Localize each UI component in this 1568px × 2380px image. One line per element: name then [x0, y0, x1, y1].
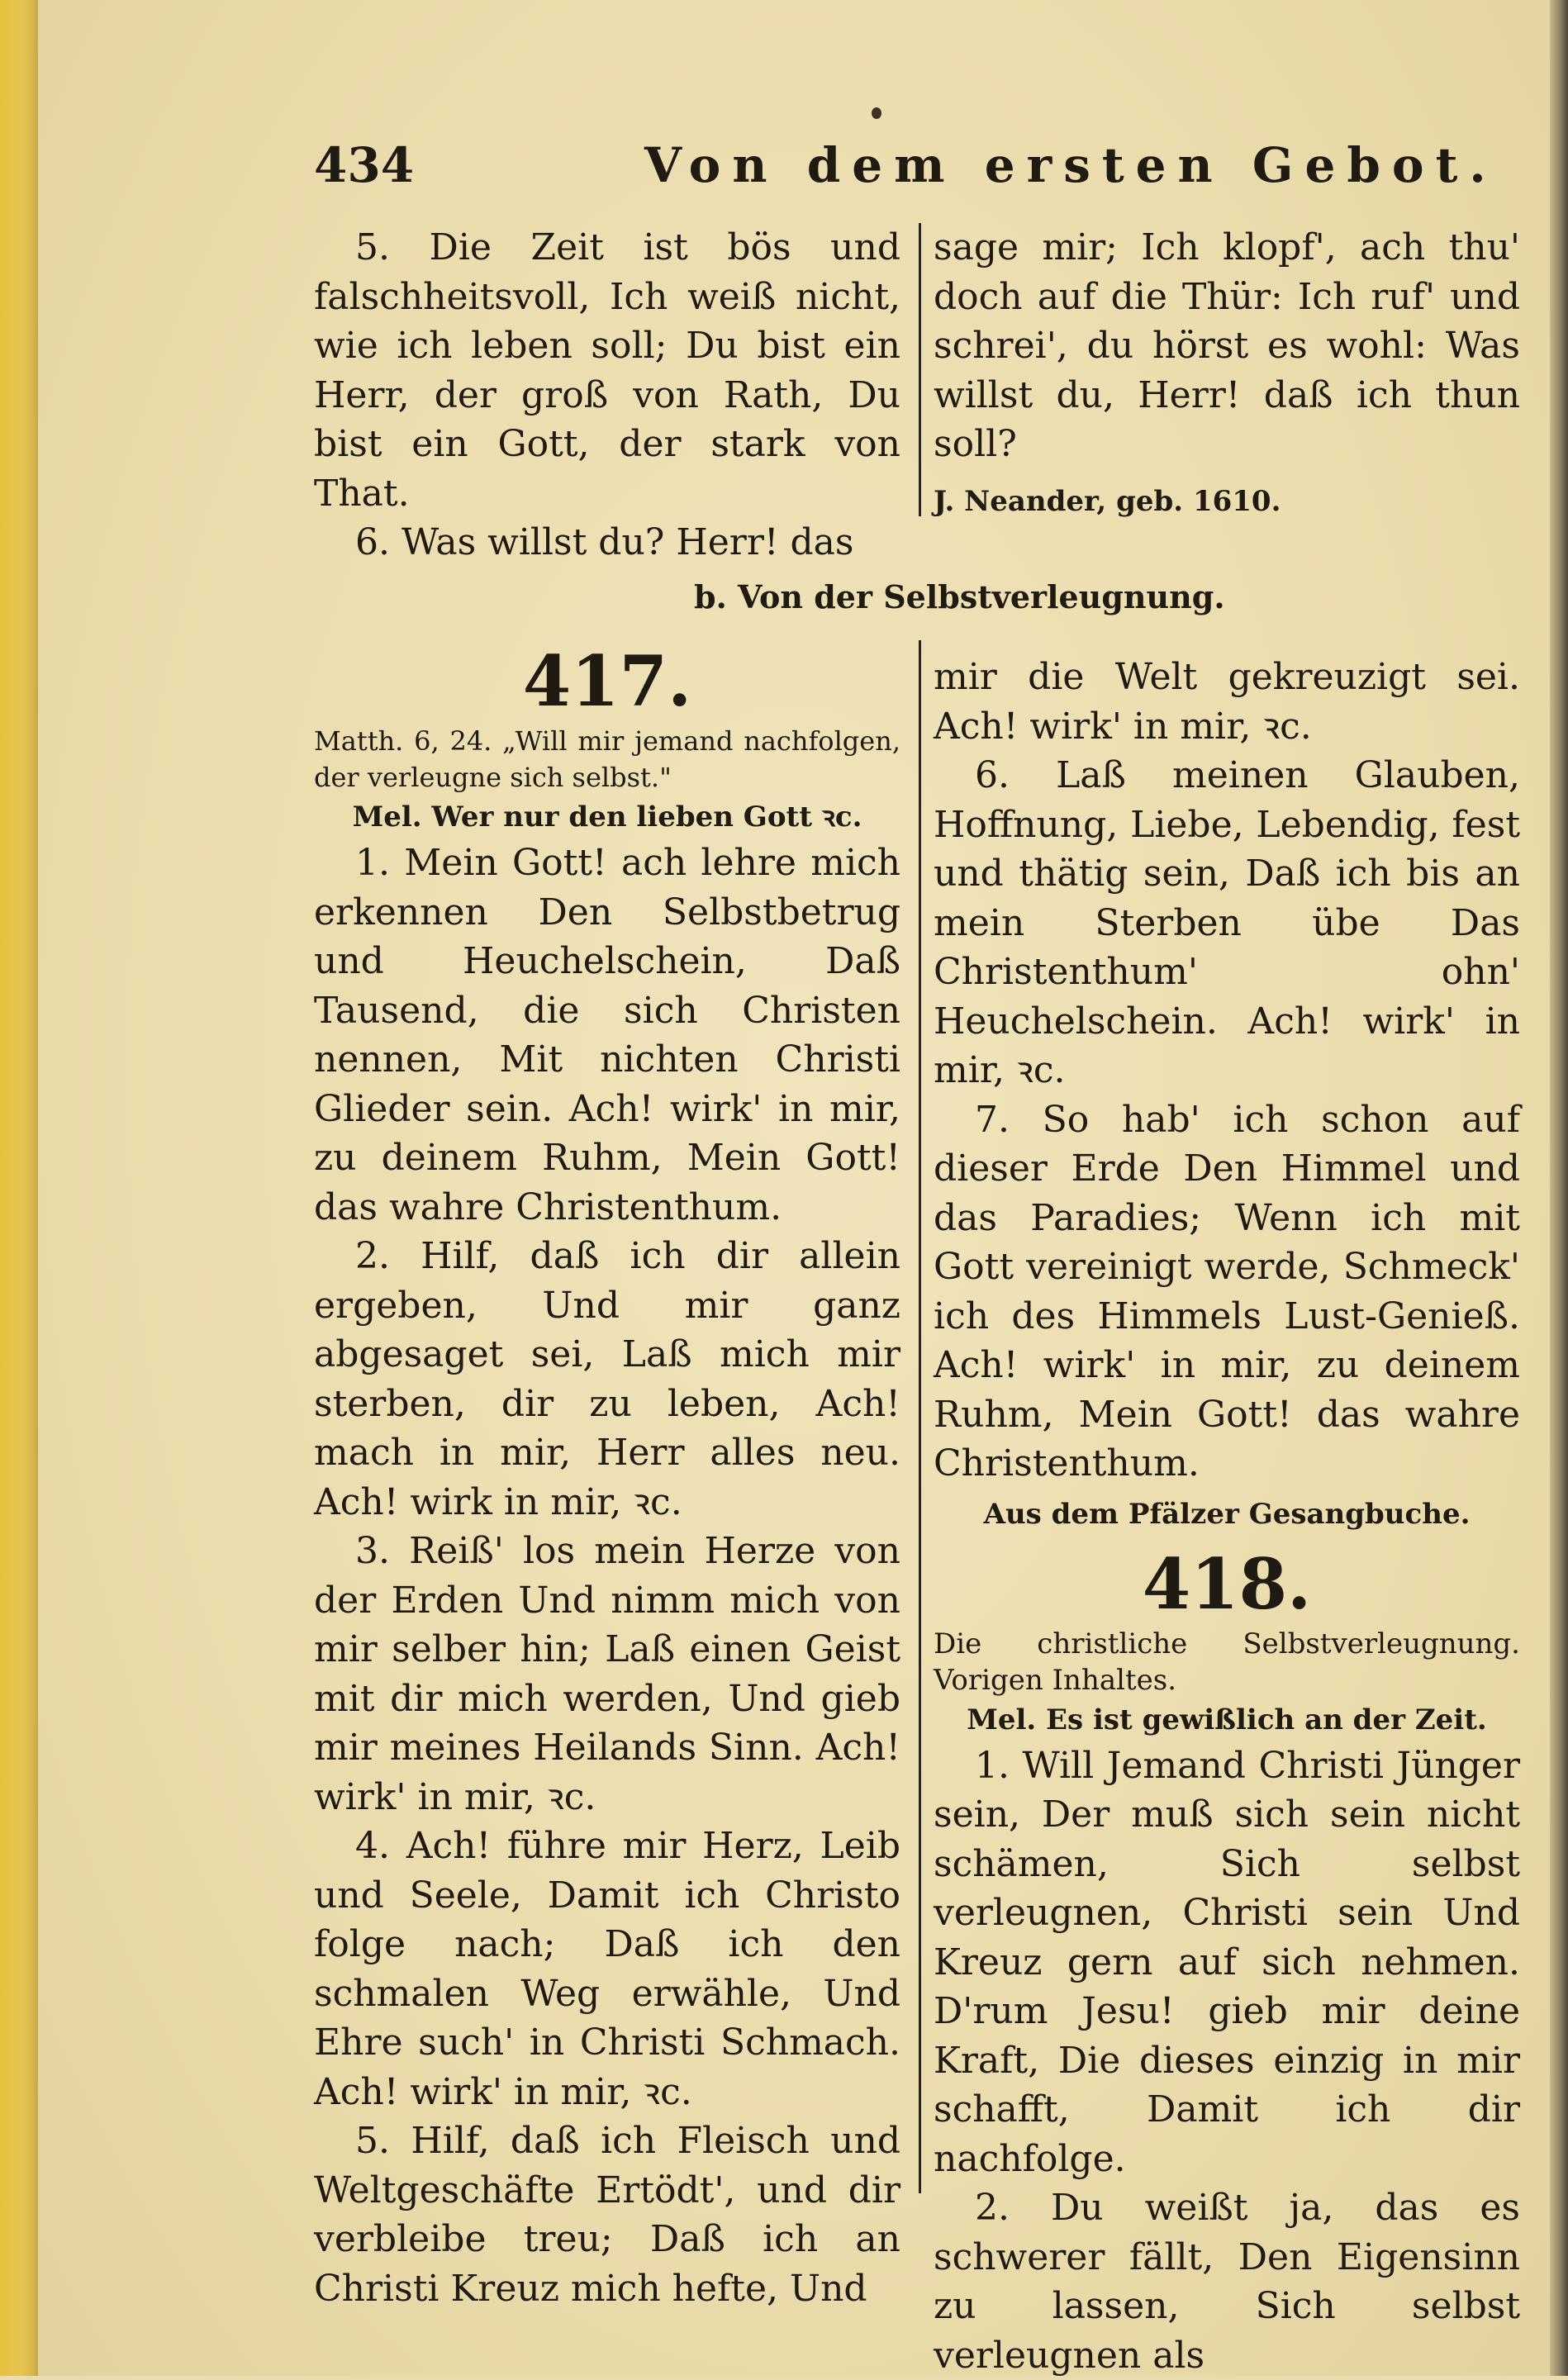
verse-5-top: 5. Die Zeit ist bös und falschheitsvoll, Ich weiß nicht, wie ich leben soll; Du bist ein Herr, der groß von Rath, Du bist ein Gott, der stark von That.: [314, 226, 900, 515]
ink-spot: [872, 107, 881, 119]
hymn-417-verse-6: 6. Laß meinen Glauben, Hoffnung, Liebe, Lebendig, fest und thätig sein, Daß ich bis an mein Sterben übe Das Christenthum' ohn' Heuchelschein. Ach! wirk' in mir, ꝛc.: [934, 754, 1520, 1091]
running-head: Von dem ersten Gebot.: [644, 137, 1498, 193]
book-gutter: [1550, 0, 1568, 2376]
hymn-417-melody: Mel. Wer nur den lieben Gott ꝛc.: [352, 800, 862, 834]
hymn-417-verse-4: 4. Ach! führe mir Herz, Leib und Seele, Damit ich Christo folge nach; Daß ich den schmalen Weg erwähle, Und Ehre such' in Christi Schmach. Ach! wirk' in mir, ꝛc.: [314, 1825, 900, 2113]
hymn-418-melody: Mel. Es ist gewißlich an der Zeit.: [967, 1703, 1487, 1736]
hymn-417-verse-5-continuation: mir die Welt gekreuzigt sei. Ach! wirk' in mir, ꝛc.: [934, 656, 1520, 748]
hymn-417-attribution: Aus dem Pfälzer Gesangbuche.: [983, 1497, 1471, 1531]
hymn-417-verse-3: 3. Reiß' los mein Herze von der Erden Und nimm mich von mir selber hin; Laß einen Geist mit dir mich werden, Und gieb mir meines Heilands Sinn. Ach! wirk' in mir, ꝛc.: [314, 1530, 900, 1818]
top-right-column: [934, 223, 1520, 526]
column-rule-main: [919, 640, 921, 2193]
yellow-page-edge: [0, 0, 38, 2376]
neander-attribution: J. Neander, geb. 1610.: [934, 484, 1281, 518]
subsection-heading: b. Von der Selbstverleugnung.: [694, 578, 1225, 615]
hymn-417-number: 417.: [522, 640, 692, 722]
hymn-417-column: [314, 640, 900, 2313]
top-left-column: [314, 223, 900, 568]
hymn-417-verse-2: 2. Hilf, daß ich dir allein ergeben, Und mir ganz abgesaget sei, Laß mich mir sterben, dir zu leben, Ach! mach in mir, Herr alles neu. Ach! wirk in mir, ꝛc.: [314, 1235, 900, 1523]
column-rule-top: [919, 223, 921, 516]
verse-6-continuation: sage mir; Ich klopf', ach thu' doch auf die Thür: Ich ruf' und schrei', du hörst es wohl: Was willst du, Herr! daß ich thun soll?: [934, 226, 1520, 465]
hymn-418-title: Die christliche Selbstverleugnung. Vorigen Inhaltes.: [934, 1627, 1520, 1697]
hymn-418-verse-1: 1. Will Jemand Christi Jünger sein, Der muß sich sein nicht schämen, Sich selbst verleugnen, Christi sein Und Kreuz gern auf sich nehmen. D'rum Jesu! gieb mir deine Kraft, Die dieses einzig in mir schafft, Damit ich dir nachfolge.: [934, 1744, 1520, 2180]
hymn-417-verse-5: 5. Hilf, daß ich Fleisch und Weltgeschäfte Ertödt', und dir verbleibe treu; Daß ich an Christi Kreuz mich hefte, Und: [314, 2120, 900, 2310]
hymn-418-verse-2: 2. Du weißt ja, das es schwerer fällt, Den Eigensinn zu lassen, Sich selbst verleugnen als: [934, 2187, 1520, 2377]
hymn-417-reference: Matth. 6, 24. „Will mir jemand nachfolgen, der verleugne sich selbst.": [314, 725, 900, 793]
verse-6-top: 6. Was willst du? Herr! das: [355, 521, 854, 563]
hymn-418-number: 418.: [1142, 1542, 1312, 1625]
hymn-417-verse-7: 7. So hab' ich schon auf dieser Erde Den Himmel und das Paradies; Wenn ich mit Gott vereinigt werde, Schmeck' ich des Himmels Lust-Genieß. Ach! wirk' in mir, zu deinem Ruhm, Mein Gott! das wahre Christenthum.: [934, 1098, 1520, 1485]
right-main-column: [934, 653, 1520, 2380]
hymn-417-verse-1: 1. Mein Gott! ach lehre mich erkennen Den Selbstbetrug und Heuchelschein, Daß Tausend, die sich Christen nennen, Mit nichten Christi Glieder sein. Ach! wirk' in mir, zu deinem Ruhm, Mein Gott! das wahre Christenthum.: [314, 842, 900, 1228]
page-number: 434: [314, 137, 415, 193]
